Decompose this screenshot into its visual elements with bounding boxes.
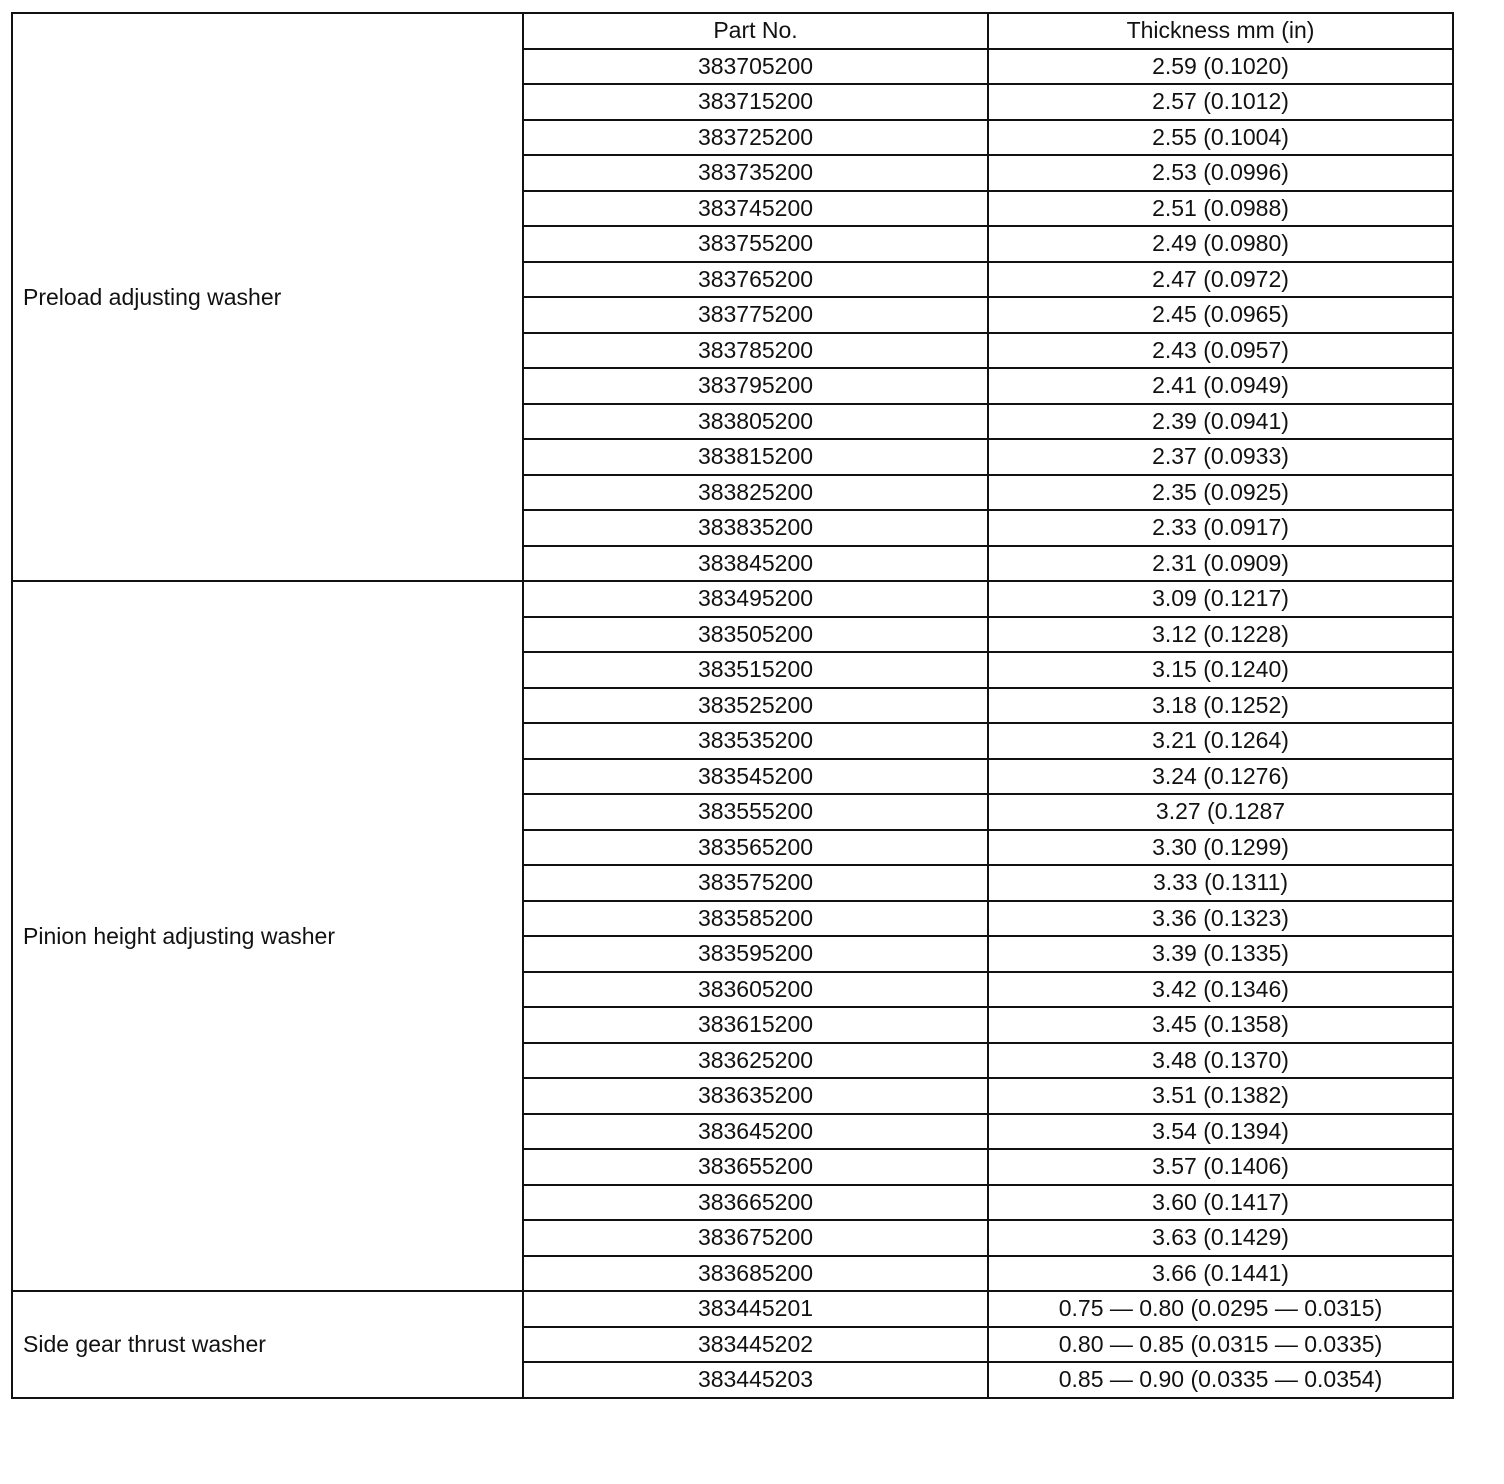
part-number-cell: 383775200 — [523, 297, 988, 333]
washer-parts-table — [11, 12, 1454, 1399]
part-number-cell: 383745200 — [523, 191, 988, 227]
part-number-cell: 383535200 — [523, 723, 988, 759]
part-number-cell: 383525200 — [523, 688, 988, 724]
thickness-cell: 3.66 (0.1441) — [988, 1256, 1453, 1292]
part-number-cell: 383495200 — [523, 581, 988, 617]
part-number-cell: 383445202 — [523, 1327, 988, 1363]
part-number-cell: 383615200 — [523, 1007, 988, 1043]
thickness-cell: 2.35 (0.0925) — [988, 475, 1453, 511]
thickness-cell: 3.36 (0.1323) — [988, 901, 1453, 937]
thickness-cell: 3.27 (0.1287 — [988, 794, 1453, 830]
part-number-cell: 383795200 — [523, 368, 988, 404]
part-number-cell: 383635200 — [523, 1078, 988, 1114]
part-number-cell: 383705200 — [523, 49, 988, 85]
header-row — [12, 13, 1453, 49]
table-row — [12, 581, 1453, 617]
part-number-cell: 383565200 — [523, 830, 988, 866]
part-number-cell: 383645200 — [523, 1114, 988, 1150]
part-number-cell: 383715200 — [523, 84, 988, 120]
thickness-cell: 0.85 — 0.90 (0.0335 — 0.0354) — [988, 1362, 1453, 1398]
thickness-cell: 2.55 (0.1004) — [988, 120, 1453, 156]
thickness-cell: 2.59 (0.1020) — [988, 49, 1453, 85]
thickness-cell: 3.48 (0.1370) — [988, 1043, 1453, 1079]
thickness-cell: 3.39 (0.1335) — [988, 936, 1453, 972]
part-number-cell: 383665200 — [523, 1185, 988, 1221]
thickness-cell: 0.75 — 0.80 (0.0295 — 0.0315) — [988, 1291, 1453, 1327]
thickness-cell: 3.24 (0.1276) — [988, 759, 1453, 795]
thickness-cell: 2.37 (0.0933) — [988, 439, 1453, 475]
part-number-cell: 383765200 — [523, 262, 988, 298]
thickness-cell: 2.45 (0.0965) — [988, 297, 1453, 333]
group-label: Side gear thrust washer — [12, 1291, 523, 1398]
part-number-cell: 383585200 — [523, 901, 988, 937]
part-number-cell: 383545200 — [523, 759, 988, 795]
part-number-cell: 383805200 — [523, 404, 988, 440]
part-number-cell: 383505200 — [523, 617, 988, 653]
thickness-cell: 2.53 (0.0996) — [988, 155, 1453, 191]
thickness-cell: 2.33 (0.0917) — [988, 510, 1453, 546]
header-part-no: Part No. — [523, 13, 988, 49]
part-number-cell: 383655200 — [523, 1149, 988, 1185]
thickness-cell: 2.47 (0.0972) — [988, 262, 1453, 298]
thickness-cell: 0.80 — 0.85 (0.0315 — 0.0335) — [988, 1327, 1453, 1363]
thickness-cell: 2.41 (0.0949) — [988, 368, 1453, 404]
thickness-cell: 3.60 (0.1417) — [988, 1185, 1453, 1221]
part-number-cell: 383785200 — [523, 333, 988, 369]
thickness-cell: 2.31 (0.0909) — [988, 546, 1453, 582]
thickness-cell: 2.51 (0.0988) — [988, 191, 1453, 227]
thickness-cell: 2.43 (0.0957) — [988, 333, 1453, 369]
thickness-cell: 2.39 (0.0941) — [988, 404, 1453, 440]
part-number-cell: 383575200 — [523, 865, 988, 901]
part-number-cell: 383685200 — [523, 1256, 988, 1292]
part-number-cell: 383605200 — [523, 972, 988, 1008]
part-number-cell: 383835200 — [523, 510, 988, 546]
part-number-cell: 383625200 — [523, 1043, 988, 1079]
group-label: Pinion height adjusting washer — [12, 581, 523, 1291]
part-number-cell: 383445201 — [523, 1291, 988, 1327]
part-number-cell: 383515200 — [523, 652, 988, 688]
thickness-cell: 3.15 (0.1240) — [988, 652, 1453, 688]
thickness-cell: 3.63 (0.1429) — [988, 1220, 1453, 1256]
parts-table-container — [11, 12, 1454, 1399]
part-number-cell: 383845200 — [523, 546, 988, 582]
table-row — [12, 1291, 1453, 1327]
thickness-cell: 3.12 (0.1228) — [988, 617, 1453, 653]
group-label: Preload adjusting washer — [12, 13, 523, 581]
thickness-cell: 3.54 (0.1394) — [988, 1114, 1453, 1150]
thickness-cell: 2.57 (0.1012) — [988, 84, 1453, 120]
part-number-cell: 383815200 — [523, 439, 988, 475]
part-number-cell: 383735200 — [523, 155, 988, 191]
thickness-cell: 3.57 (0.1406) — [988, 1149, 1453, 1185]
part-number-cell: 383755200 — [523, 226, 988, 262]
thickness-cell: 2.49 (0.0980) — [988, 226, 1453, 262]
thickness-cell: 3.21 (0.1264) — [988, 723, 1453, 759]
thickness-cell: 3.09 (0.1217) — [988, 581, 1453, 617]
part-number-cell: 383595200 — [523, 936, 988, 972]
header-thickness: Thickness mm (in) — [988, 13, 1453, 49]
thickness-cell: 3.33 (0.1311) — [988, 865, 1453, 901]
thickness-cell: 3.30 (0.1299) — [988, 830, 1453, 866]
part-number-cell: 383445203 — [523, 1362, 988, 1398]
thickness-cell: 3.45 (0.1358) — [988, 1007, 1453, 1043]
part-number-cell: 383725200 — [523, 120, 988, 156]
part-number-cell: 383555200 — [523, 794, 988, 830]
part-number-cell: 383825200 — [523, 475, 988, 511]
part-number-cell: 383675200 — [523, 1220, 988, 1256]
thickness-cell: 3.42 (0.1346) — [988, 972, 1453, 1008]
table-body — [12, 13, 1453, 1398]
thickness-cell: 3.51 (0.1382) — [988, 1078, 1453, 1114]
thickness-cell: 3.18 (0.1252) — [988, 688, 1453, 724]
